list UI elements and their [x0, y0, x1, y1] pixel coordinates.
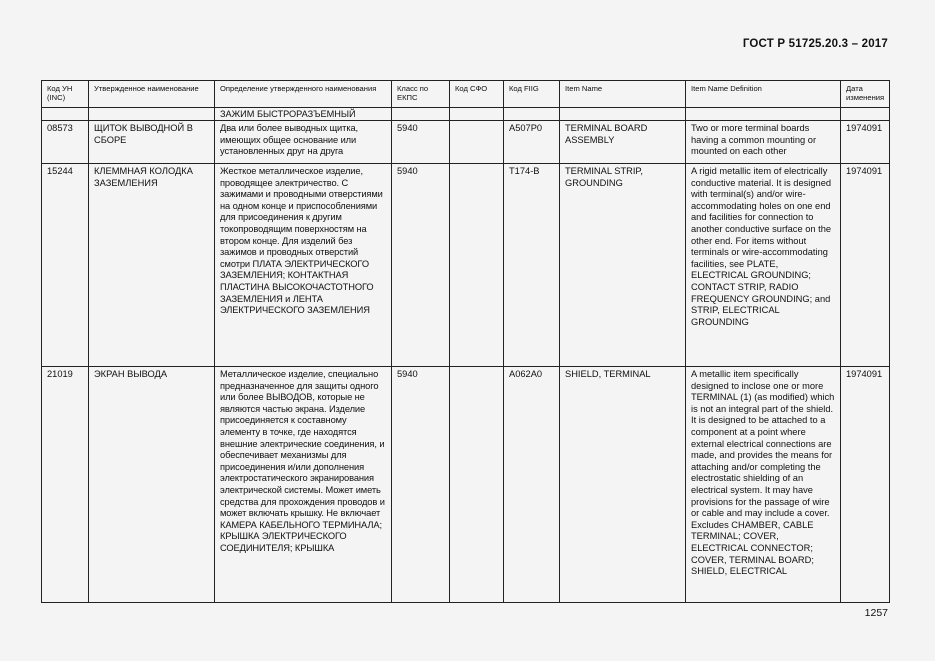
cell-fiig: A062A0 — [504, 367, 560, 603]
cell-def-en — [686, 108, 841, 121]
cell-def-ru: ЗАЖИМ БЫСТРОРАЗЪЕМНЫЙ — [215, 108, 392, 121]
cell-fiig: A507P0 — [504, 121, 560, 164]
col-header-name-en: Item Name — [560, 81, 686, 108]
cell-def-en: A rigid metallic item of electrically conductive material. It is designed with terminal(s) and/or wire-accommodating holes on one end and facilities for connection to another conductive surface on the other end. For items without terminals or wire-accommodating facilities, see PLATE, ELECTRICAL GROUNDING; CONTACT STRIP, RADIO FREQUENCY GROUNDING; and STRIP, ELECTRICAL GROUNDING — [686, 164, 841, 367]
cell-inc: 15244 — [42, 164, 89, 367]
catalog-table — [41, 80, 890, 603]
cell-name-ru: ЩИТОК ВЫВОДНОЙ В СБОРЕ — [89, 121, 215, 164]
cell-name-ru — [89, 108, 215, 121]
table-header-row — [42, 81, 890, 108]
cell-def-en: Two or more terminal boards having a common mounting or mounted on each other — [686, 121, 841, 164]
table-row — [42, 121, 890, 164]
col-header-def-en: Item Name Definition — [686, 81, 841, 108]
cell-def-ru: Металлическое изделие, специально предназначенное для защиты одного или более ВЫВОДОВ, которые не являются частью экрана. Изделие присоединяется к составному элементу в точке, где находятся внешние электрические соединения, и обеспечивает механизмы для присоединения и/или дополнения электростатического экранирования электрической системы. Может иметь средства для прохождения проводов и может включать крышку. Не включает КАМЕРА КАБЕЛЬНОГО ТЕРМИНАЛА; КРЫШКА ЭЛЕКТРИЧЕСКОГО СОЕДИНИТЕЛЯ; КРЫШКА — [215, 367, 392, 603]
cell-sfo — [450, 108, 504, 121]
cell-def-ru: Жесткое металлическое изделие, проводящее электричество. С зажимами и проводными отверстиями на одном конце и приспособлениями для присоединения к другим токопроводящим поверхностям на втором конце. Для изделий без зажимов и проводных отверстий смотри ПЛАТА ЭЛЕКТРИЧЕСКОГО ЗАЗЕМЛЕНИЯ; КОНТАКТНАЯ ПЛАСТИНА ВЫСОКОЧАСТОТНОГО ЗАЗЕМЛЕНИЯ и ЛЕНТА ЭЛЕКТРИЧЕСКОГО ЗАЗЕМЛЕНИЯ — [215, 164, 392, 367]
table-row — [42, 367, 890, 603]
page-number: 1257 — [864, 607, 888, 619]
col-header-def-ru: Определение утвержденного наименования — [215, 81, 392, 108]
document-header: ГОСТ Р 51725.20.3 – 2017 — [742, 38, 888, 50]
col-header-sfo: Код СФО — [450, 81, 504, 108]
cell-sfo — [450, 121, 504, 164]
col-header-date: Дата изменения — [841, 81, 890, 108]
cell-name-ru: ЭКРАН ВЫВОДА — [89, 367, 215, 603]
cell-date: 1974091 — [841, 367, 890, 603]
cell-sfo — [450, 367, 504, 603]
cell-inc: 21019 — [42, 367, 89, 603]
cell-name-en: SHIELD, TERMINAL — [560, 367, 686, 603]
cell-class: 5940 — [392, 121, 450, 164]
cell-name-en: TERMINAL BOARD ASSEMBLY — [560, 121, 686, 164]
cell-name-en: TERMINAL STRIP, GROUNDING — [560, 164, 686, 367]
table-row-continuation — [42, 108, 890, 121]
col-header-inc: Код УН (INC) — [42, 81, 89, 108]
cell-class: 5940 — [392, 164, 450, 367]
cell-fiig — [504, 108, 560, 121]
cell-date: 1974091 — [841, 121, 890, 164]
cell-inc — [42, 108, 89, 121]
cell-sfo — [450, 164, 504, 367]
cell-date — [841, 108, 890, 121]
cell-fiig: T174-B — [504, 164, 560, 367]
cell-inc: 08573 — [42, 121, 89, 164]
cell-def-ru: Два или более выводных щитка, имеющих общее основание или установленных друг на друга — [215, 121, 392, 164]
cell-name-ru: КЛЕММНАЯ КОЛОДКА ЗАЗЕМЛЕНИЯ — [89, 164, 215, 367]
cell-class: 5940 — [392, 367, 450, 603]
cell-name-en — [560, 108, 686, 121]
col-header-name-ru: Утвержденное наименование — [89, 81, 215, 108]
cell-class — [392, 108, 450, 121]
col-header-fiig: Код FIIG — [504, 81, 560, 108]
cell-date: 1974091 — [841, 164, 890, 367]
col-header-class: Класс по ЕКПС — [392, 81, 450, 108]
table-row — [42, 164, 890, 367]
cell-def-en: A metallic item specifically designed to inclose one or more TERMINAL (1) (as modified) which is not an integral part of the shield. It is designed to be attached to a component at a point where external electrical connections are made, and provides the means for attaching and/or completing the electrostatic shielding of an electrical system. It may have provisions for the passage of wire or cable and may include a cover. Excludes CHAMBER, CABLE TERMINAL; COVER, ELECTRICAL CONNECTOR; COVER, TERMINAL BOARD; SHIELD, ELECTRICAL — [686, 367, 841, 603]
